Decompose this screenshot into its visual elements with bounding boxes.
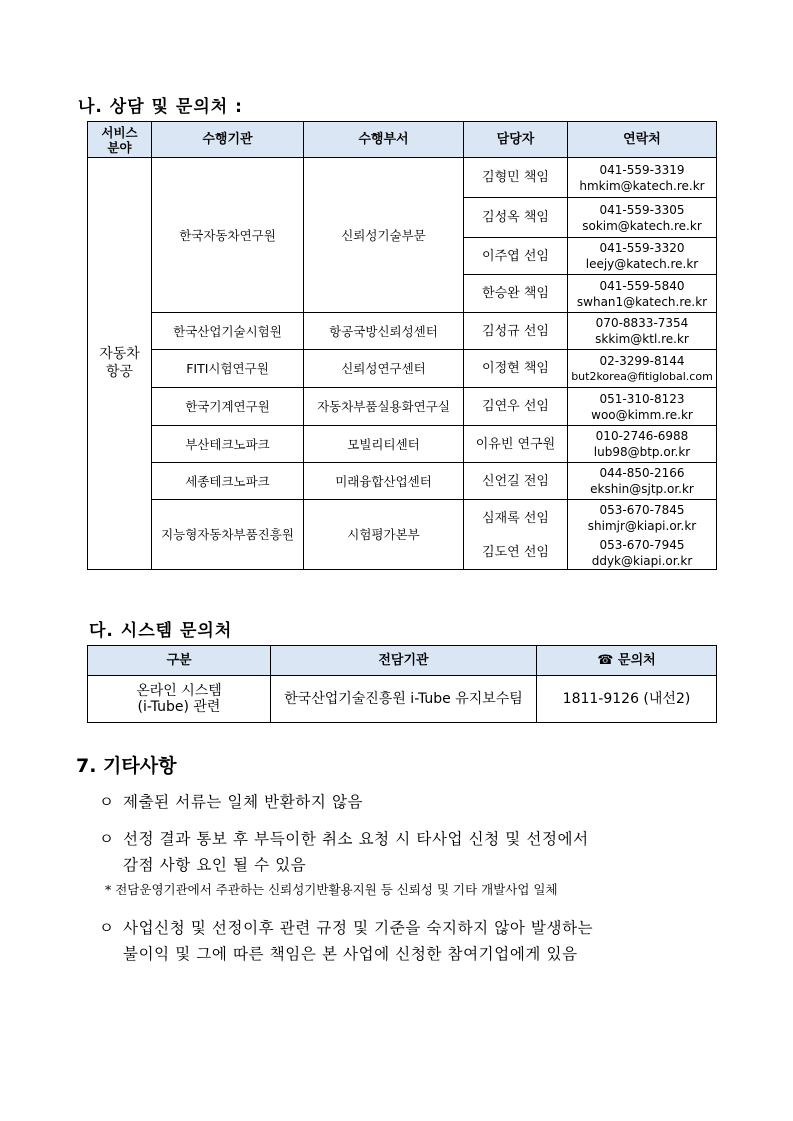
header-dept: 수행부서 [304, 122, 464, 158]
bullet-marker: ㅇ [99, 793, 115, 811]
header-contact: 연락처 [568, 122, 717, 158]
system-header-agency: 전담기관 [271, 646, 537, 676]
system-header-contact: ☎ 문의처 [537, 646, 717, 676]
dept-name: 자동차부품실용화연구실 [304, 388, 464, 426]
staff-person: 이유빈 연구원 [464, 426, 568, 463]
system-table [87, 645, 717, 723]
phone-number: 02-3299-8144 [599, 353, 685, 368]
table-row [88, 388, 717, 426]
dept-name: 신뢰성기술부문 [304, 158, 464, 313]
email-address: swhan1@katech.re.kr [576, 294, 708, 309]
staff-contact [568, 350, 717, 388]
etc-item-2 [99, 826, 589, 878]
etc-item-line: 제출된 서류는 일체 반환하지 않음 [123, 793, 364, 811]
staff-person: 김성옥 책임 [464, 198, 568, 238]
org-name: 한국자동차연구원 [152, 158, 304, 313]
etc-item-line: 불이익 및 그에 따른 책임은 본 사업에 신청한 참여기업에게 있음 [123, 945, 578, 963]
header-org: 수행기관 [152, 122, 304, 158]
contacts-table-body [88, 158, 717, 570]
staff-contact [568, 238, 717, 275]
system-contact: 1811-9126 (내선2) [537, 676, 717, 723]
service-field: 자동차 항공 [88, 158, 152, 570]
etc-item-line: 선정 결과 통보 후 부득이한 취소 요청 시 타사업 신청 및 선정에서 [123, 830, 589, 848]
section-na-title: 나. 상담 및 문의처 : [78, 97, 243, 117]
email-address: hmkim@katech.re.kr [579, 178, 705, 193]
etc-item-line: 감점 사항 요인 될 수 있음 [123, 856, 307, 874]
email-address: shimjr@kiapi.or.kr [587, 519, 697, 534]
email-address: lub98@btp.or.kr [593, 445, 691, 459]
contacts-table-header [88, 122, 717, 158]
staff-contact [568, 275, 717, 313]
org-name: 지능형자동차부품진흥원 [152, 500, 304, 570]
table-row [88, 426, 717, 463]
org-name: 부산테크노파크 [152, 426, 304, 463]
org-name: 세종테크노파크 [152, 463, 304, 500]
phone-number: 051-310-8123 [599, 391, 685, 406]
phone-number: 041-559-5840 [599, 278, 685, 293]
staff-contact [568, 158, 717, 198]
email-address: ekshin@sjtp.or.kr [590, 482, 694, 496]
email-address: skkim@ktl.re.kr [595, 332, 689, 346]
org-name: 한국기계연구원 [152, 388, 304, 426]
dept-name: 모빌리티센터 [304, 426, 464, 463]
table-row [88, 500, 717, 537]
staff-person: 김성규 선임 [464, 313, 568, 350]
header-person: 담당자 [464, 122, 568, 158]
staff-person: 김형민 책임 [464, 158, 568, 198]
system-category: 온라인 시스템 (i-Tube) 관련 [88, 676, 271, 723]
email-address: leejy@katech.re.kr [585, 257, 699, 271]
staff-contact [568, 426, 717, 463]
etc-item-3 [99, 915, 594, 967]
dept-name: 시험평가본부 [304, 500, 464, 570]
staff-contact [568, 500, 717, 537]
table-row [88, 350, 717, 388]
header-field: 서비스 분야 [88, 122, 152, 158]
staff-person: 이주엽 선임 [464, 238, 568, 275]
email-address: woo@kimm.re.kr [591, 407, 693, 422]
phone-number: 041-559-3305 [599, 202, 685, 217]
etc-item-line: 사업신청 및 선정이후 관련 규정 및 기준을 숙지하지 않아 발생하는 [123, 919, 594, 937]
staff-person: 김도연 선임 [464, 537, 568, 570]
section-7-title: 7. 기타사항 [76, 755, 177, 777]
contacts-table [87, 121, 717, 570]
phone-number: 041-559-3320 [599, 241, 685, 255]
staff-person: 심재록 선임 [464, 500, 568, 537]
etc-item-1 [99, 790, 364, 812]
phone-number: 070-8833-7354 [595, 316, 689, 330]
table-row [88, 313, 717, 350]
staff-contact [568, 198, 717, 238]
bullet-marker: ㅇ [99, 830, 115, 848]
system-header-category: 구분 [88, 646, 271, 676]
bullet-marker: ㅇ [99, 919, 115, 937]
table-row [88, 463, 717, 500]
section-da-title: 다. 시스템 문의처 [89, 621, 233, 641]
staff-person: 김연우 선임 [464, 388, 568, 426]
staff-person: 신언길 전임 [464, 463, 568, 500]
phone-number: 041-559-3319 [599, 162, 685, 177]
staff-contact [568, 537, 717, 570]
phone-number: 010-2746-6988 [595, 429, 689, 443]
org-name: 한국산업기술시험원 [152, 313, 304, 350]
footnote: * 전담운영기관에서 주관하는 신뢰성기반활용지원 등 신뢰성 및 기타 개발사업 일체 [105, 882, 558, 897]
staff-contact [568, 313, 717, 350]
email-address: sokim@katech.re.kr [582, 218, 702, 233]
staff-contact [568, 388, 717, 426]
staff-contact [568, 463, 717, 500]
email-address: but2korea@fitiglobal.com [571, 369, 713, 383]
phone-number: 044-850-2166 [599, 466, 685, 480]
phone-number: 053-670-7945 [599, 537, 685, 552]
email-address: ddyk@kiapi.or.kr [591, 553, 693, 568]
system-agency: 한국산업기술진흥원 i-Tube 유지보수팀 [271, 676, 537, 723]
dept-name: 신뢰성연구센터 [304, 350, 464, 388]
table-row [88, 158, 717, 198]
dept-name: 항공국방신뢰성센터 [304, 313, 464, 350]
staff-person: 이정현 책임 [464, 350, 568, 388]
dept-name: 미래융합산업센터 [304, 463, 464, 500]
phone-number: 053-670-7845 [599, 503, 685, 518]
org-name: FITI시험연구원 [152, 350, 304, 388]
staff-person: 한승완 책임 [464, 275, 568, 313]
